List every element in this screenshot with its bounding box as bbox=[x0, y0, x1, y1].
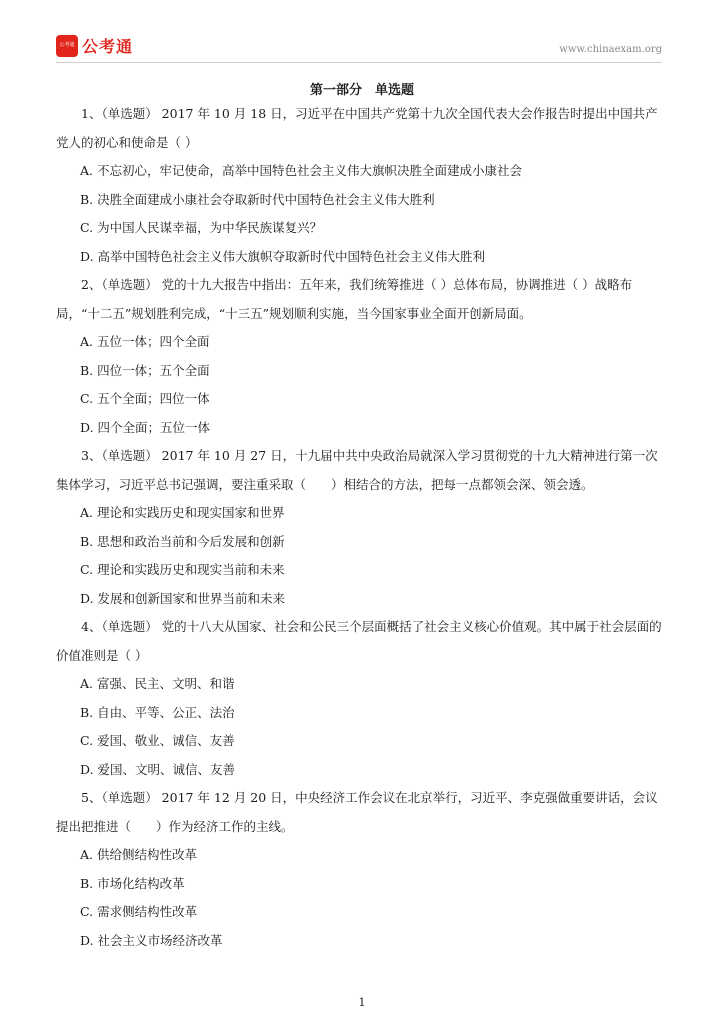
option-c: C. 五个全面；四位一体 bbox=[80, 391, 210, 406]
question-1 bbox=[56, 100, 666, 271]
question-5 bbox=[56, 784, 666, 955]
option-b: B. 四位一体；五个全面 bbox=[80, 362, 210, 378]
option-a: A. 富强、民主、文明、和谐 bbox=[80, 676, 235, 691]
section-title: 第一部分 单选题 bbox=[309, 83, 414, 98]
option-a: A. 理论和实践历史和现实国家和世界 bbox=[80, 505, 285, 520]
option-a: A. 供给侧结构性改革 bbox=[80, 847, 197, 862]
option-b: B. 市场化结构改革 bbox=[80, 875, 185, 891]
page-number: 1 bbox=[358, 996, 366, 1009]
option-a: A. 五位一体；四个全面 bbox=[80, 334, 210, 349]
option-b: B. 决胜全面建成小康社会夺取新时代中国特色社会主义伟大胜利 bbox=[80, 191, 435, 207]
option-c: C. 为中国人民谋幸福，为中华民族谋复兴？ bbox=[80, 220, 323, 235]
option-d: D. 高举中国特色社会主义伟大旗帜夺取新时代中国特色社会主义伟大胜利 bbox=[80, 248, 486, 264]
option-b: B. 自由、平等、公正、法治 bbox=[80, 704, 235, 720]
question-4 bbox=[56, 613, 666, 784]
question-stem: 1、（单选题） 2017 年 10 月 18 日，习近平在中国共产党第十九次全国代表大会作报告时提出中国共产党人的初心和使命是（ ） bbox=[56, 106, 658, 150]
option-c: C. 爱国、敬业、诚信、友善 bbox=[80, 733, 235, 748]
option-c: C. 需求侧结构性改革 bbox=[80, 904, 198, 919]
page-header bbox=[56, 34, 662, 63]
option-b: B. 思想和政治当前和今后发展和创新 bbox=[80, 533, 285, 549]
question-3 bbox=[56, 442, 666, 613]
option-a: A. 不忘初心，牢记使命，高举中国特色社会主义伟大旗帜决胜全面建成小康社会 bbox=[80, 163, 522, 178]
question-list bbox=[56, 100, 666, 955]
question-stem: 3、（单选题） 2017 年 10 月 27 日，十九届中共中央政治局就深入学习贯彻党的十九大精神进行第一次集体学习，习近平总书记强调，要注重采取（ ）相结合的方法，把每一点都领会深、领会透。 bbox=[56, 448, 658, 492]
question-2 bbox=[56, 271, 666, 442]
question-stem: 2、（单选题） 党的十九大报告中指出：五年来，我们统筹推进（ ）总体布局，协调推进（ ）战略布局，“十二五”规划胜利完成，“十三五”规划顺利实施，当今国家事业全面开创新局面。 bbox=[56, 277, 633, 321]
site-url: www.chinaexam.org bbox=[559, 44, 662, 55]
logo bbox=[56, 34, 133, 57]
question-stem: 5、（单选题） 2017 年 12 月 20 日，中央经济工作会议在北京举行，习近平、李克强做重要讲话，会议提出把推进（ ）作为经济工作的主线。 bbox=[56, 790, 658, 834]
logo-name: 公考通 bbox=[82, 37, 134, 56]
logo-badge: 公考通 bbox=[56, 35, 78, 57]
option-d: D. 四个全面；五位一体 bbox=[80, 419, 211, 435]
option-d: D. 社会主义市场经济改革 bbox=[80, 932, 223, 948]
question-stem: 4、（单选题） 党的十八大从国家、社会和公民三个层面概括了社会主义核心价值观。其中属于社会层面的价值准则是（ ） bbox=[56, 619, 662, 663]
option-d: D. 爱国、文明、诚信、友善 bbox=[80, 761, 236, 777]
option-d: D. 发展和创新国家和世界当前和未来 bbox=[80, 590, 286, 606]
option-c: C. 理论和实践历史和现实当前和未来 bbox=[80, 562, 285, 577]
